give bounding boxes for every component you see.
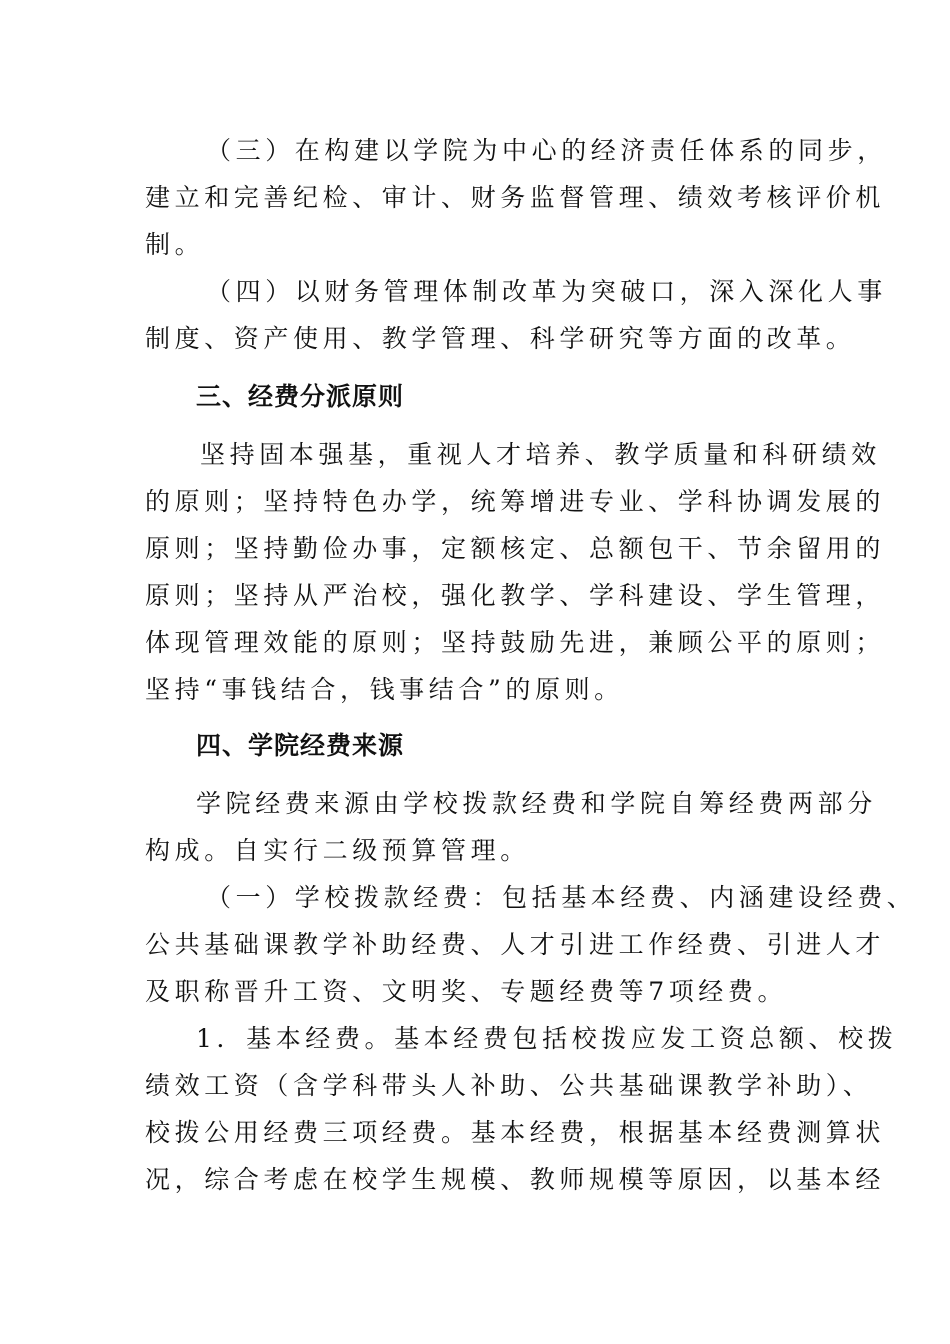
text-line: 原则；坚持从严治校，强化教学、学科建设、学生管理，: [145, 581, 886, 610]
text-line: 坚持固本强基，重视人才培养、教学质量和科研绩效: [200, 440, 881, 469]
text-line: （一）学校拨款经费：包括基本经费、内涵建设经费、: [206, 883, 917, 912]
text-line: 制。: [145, 230, 205, 259]
text-line: 学院经费来源由学校拨款经费和学院自筹经费两部分: [196, 789, 877, 818]
text-line: 坚持“事钱结合，钱事结合”的原则。: [145, 675, 624, 704]
text-line: （四）以财务管理体制改革为突破口，深入深化人事: [206, 277, 887, 306]
text-line: 体现管理效能的原则；坚持鼓励先进，兼顾公平的原则；: [145, 628, 886, 657]
text-line: 况，综合考虑在校学生规模、教师规模等原因，以基本经: [145, 1165, 886, 1194]
section-heading: 三、经费分派原则: [196, 382, 405, 411]
text-line: （三）在构建以学院为中心的经济责任体系的同步，: [206, 136, 887, 165]
text-line: 公共基础课教学补助经费、人才引进工作经费、引进人才: [145, 930, 886, 959]
text-line: 1．基本经费。基本经费包括校拨应发工资总额、校拨: [196, 1024, 898, 1053]
text-line: 的原则；坚持特色办学，统筹增进专业、学科协调发展的: [145, 487, 886, 516]
text-line: 制度、资产使用、教学管理、科学研究等方面的改革。: [145, 324, 856, 353]
text-line: 原则；坚持勤俭办事，定额核定、总额包干、节余留用的: [145, 534, 886, 563]
text-line: 绩效工资（含学科带头人补助、公共基础课教学补助）、: [145, 1071, 873, 1100]
text-line: 校拨公用经费三项经费。基本经费，根据基本经费测算状: [145, 1118, 886, 1147]
text-line: 建立和完善纪检、审计、财务监督管理、绩效考核评价机: [145, 183, 886, 212]
text-line: 及职称晋升工资、文明奖、专题经费等7项经费。: [145, 977, 788, 1006]
section-heading: 四、学院经费来源: [196, 731, 405, 760]
text-line: 构成。自实行二级预算管理。: [145, 836, 530, 865]
